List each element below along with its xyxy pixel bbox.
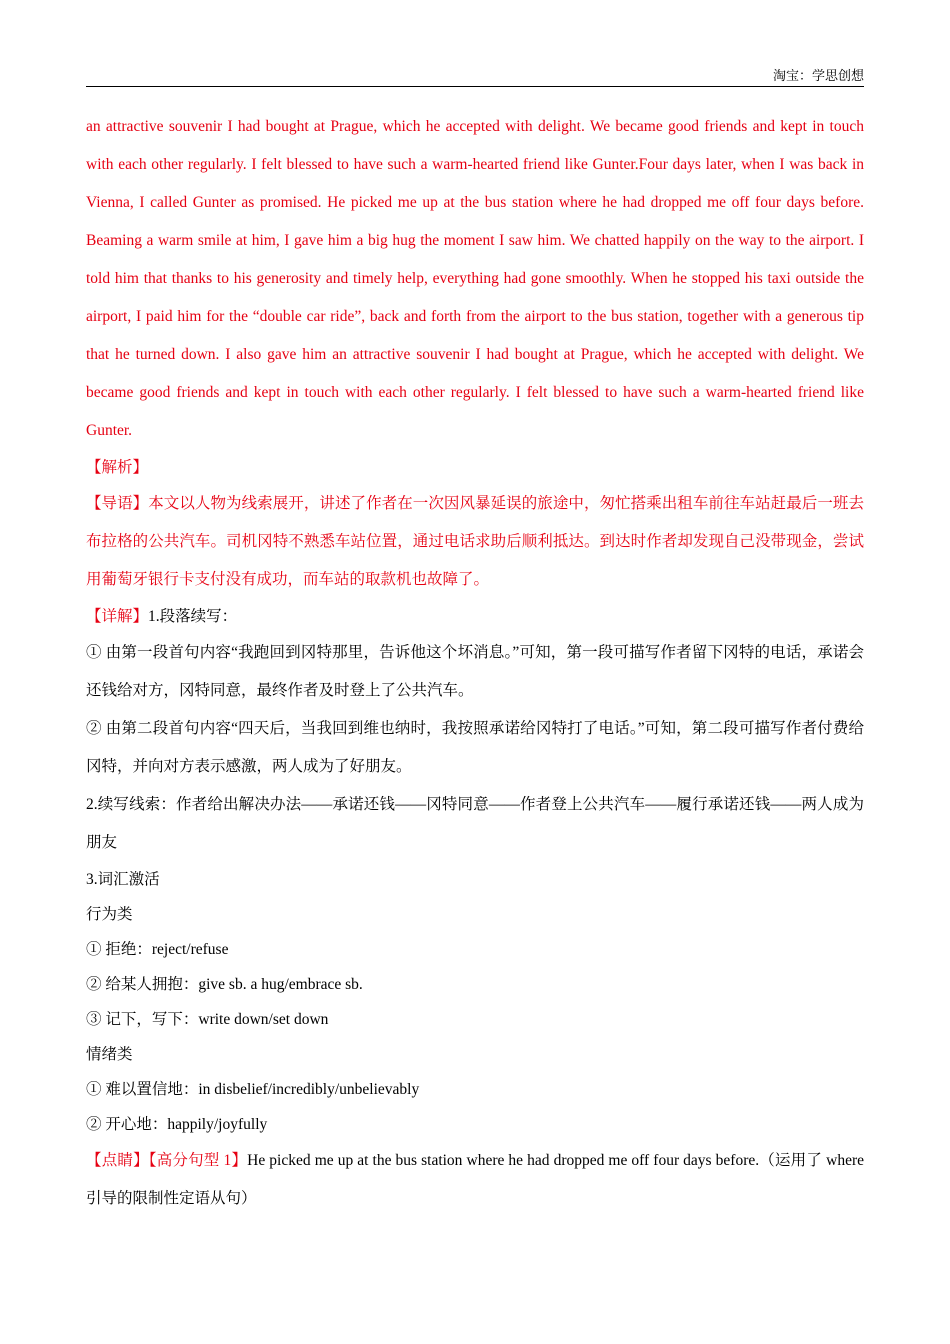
detail-heading (86, 599, 864, 634)
detail-text: 1.段落续写： (148, 608, 238, 625)
highlight-text: He picked me up at the bus station where he had dropped me off four days before.（运用了 where 引导的限制性定语从句） (86, 1152, 864, 1207)
writing-clues: 2.续写线索：作者给出解决办法——承诺还钱——冈特同意——作者登上公共汽车——履行承诺还钱——两人成为朋友 (86, 796, 864, 851)
detail-point-1: ① 由第一段首句内容“我跑回到冈特那里，告诉他这个坏消息。”可知，第一段可描写作者留下冈特的电话，承诺会还钱给对方，冈特同意，最终作者及时登上了公共汽车。 (86, 644, 864, 699)
behavior-item: ① 拒绝：reject/refuse (86, 941, 229, 958)
vocab-title: 3.词汇激活 (86, 871, 160, 888)
highlight-label: 【点睛】 (86, 1152, 149, 1169)
detail-point-2: ② 由第二段首句内容“四天后，当我回到维也纳时，我按照承诺给冈特打了电话。”可知，第二段可描写作者付费给冈特，并向对方表示感激，两人成为了好朋友。 (86, 720, 864, 775)
guide-label: 【导语】 (86, 495, 149, 512)
analysis-heading-label: 【解析】 (86, 459, 149, 476)
behavior-item: ② 给某人拥抱：give sb. a hug/embrace sb. (86, 976, 363, 993)
detail-label: 【详解】 (86, 608, 149, 625)
model-essay-paragraph: an attractive souvenir I had bought at Prague, which he accepted with delight. We became good friends and kept in touch with each other regularly. I felt blessed to have such a warm-hearted friend like Gunter.Four days later, when I was back in Vienna, I called Gunter as promised. He picked me up at the bus station where he had dropped me off four days before. Beaming a warm smile at him, I gave him a big hug the moment I saw him. We chatted happily on the way to the airport. I told him that thanks to his generosity and timely help, everything had gone smoothly. When he stopped his taxi outside the airport, I paid him for the “double car ride”, back and forth from the airport to the bus station, together with a generous tip that he turned down. I also gave him an attractive souvenir I had bought at Prague, which he accepted with delight. We became good friends and kept in touch with each other regularly. I felt blessed to have such a warm-hearted friend like Gunter. (86, 118, 864, 439)
guide-paragraph (86, 485, 864, 599)
behavior-category-title: 行为类 (86, 906, 133, 923)
emotion-item: ② 开心地：happily/joyfully (86, 1116, 268, 1133)
behavior-item: ③ 记下，写下：write down/set down (86, 1011, 329, 1028)
document-body (86, 108, 864, 1218)
guide-text: 本文以人物为线索展开，讲述了作者在一次因风暴延误的旅途中，匆忙搭乘出租车前往车站赶最后一班去布拉格的公共汽车。司机冈特不熟悉车站位置，通过电话求助后顺利抵达。到达时作者却发现自己没带现金，尝试用葡萄牙银行卡支付没有成功，而车站的取款机也故障了。 (86, 495, 864, 588)
emotion-item: ① 难以置信地：in disbelief/incredibly/unbelievably (86, 1081, 420, 1098)
highlight-sublabel: 【高分句型 1】 (148, 1152, 248, 1169)
analysis-heading (86, 450, 864, 485)
emotion-category-title: 情绪类 (86, 1046, 133, 1063)
page-header (86, 66, 864, 87)
highlight-paragraph (86, 1142, 864, 1218)
header-text: 淘宝：学思创想 (772, 68, 864, 83)
